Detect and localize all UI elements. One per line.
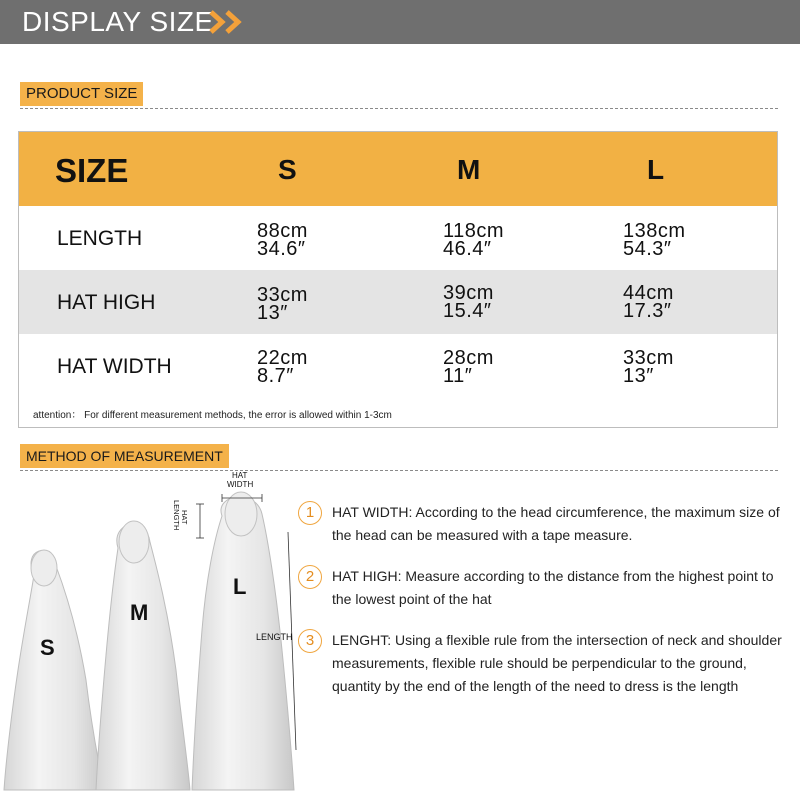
- row-label: HAT WIDTH: [57, 355, 172, 378]
- cloak-label-l: L: [233, 574, 247, 599]
- step-text: HAT WIDTH: According to the head circumference, the maximum size of the head can be measured with a tape measure.: [332, 504, 780, 543]
- row-label: LENGTH: [57, 227, 143, 250]
- length-label: LENGTH: [256, 632, 293, 642]
- value-l: 44cm 17.3″: [623, 282, 674, 322]
- step-number-badge: 1: [298, 501, 322, 525]
- cloak-label-s: S: [40, 635, 55, 660]
- measurement-step: [298, 501, 788, 549]
- header-l: L: [647, 154, 665, 185]
- product-size-label: PRODUCT SIZE: [20, 82, 143, 106]
- header-m: M: [457, 154, 481, 185]
- value-s: 33cm 13″: [257, 284, 308, 324]
- row-label: HAT HIGH: [57, 291, 156, 314]
- header-size: SIZE: [55, 152, 129, 189]
- step-number-badge: 3: [298, 629, 322, 653]
- table-row: [19, 270, 777, 334]
- table-row: [19, 206, 777, 270]
- display-size-banner: [0, 0, 800, 44]
- table-header: [19, 132, 777, 206]
- hat-length-label-2: LENGTH: [172, 500, 181, 531]
- value-l: 33cm 13″: [623, 347, 674, 387]
- value-m: 118cm 46.4″: [443, 220, 505, 260]
- cloak-m: [96, 521, 190, 790]
- hat-width-label-1: HAT: [232, 471, 248, 480]
- attention-note: attention： For different measurement methods, the error is allowed within 1-3cm: [33, 410, 392, 421]
- cloak-s: [4, 550, 104, 790]
- value-l: 138cm 54.3″: [623, 220, 686, 260]
- value-s: 22cm 8.7″: [257, 347, 308, 387]
- method-label: METHOD OF MEASUREMENT: [20, 444, 229, 468]
- value-m: 28cm 11″: [443, 347, 494, 387]
- step-text: LENGHT: Using a flexible rule from the intersection of neck and shoulder measurements, flexible rule should be perpendicular to the ground, quantity by the end of the length of the need to dress is the length: [332, 632, 782, 694]
- cloak-label-m: M: [130, 600, 149, 625]
- step-text: HAT HIGH: Measure according to the distance from the highest point to the lowest point of the hat: [332, 568, 774, 607]
- product-size-divider: [20, 108, 778, 109]
- hat-length-label-1: HAT: [180, 510, 189, 525]
- header-s: S: [278, 154, 297, 185]
- value-s: 88cm 34.6″: [257, 220, 308, 260]
- hat-width-label-2: WIDTH: [227, 480, 254, 489]
- banner-title: DISPLAY SIZE: [22, 6, 214, 37]
- cloak-size-diagram: [0, 470, 300, 800]
- measurement-step: [298, 629, 788, 701]
- measurement-step: [298, 565, 788, 613]
- size-table: [18, 131, 778, 428]
- step-number-badge: 2: [298, 565, 322, 589]
- value-m: 39cm 15.4″: [443, 282, 494, 322]
- table-row: [19, 334, 777, 398]
- double-chevron-right-icon: [208, 9, 248, 35]
